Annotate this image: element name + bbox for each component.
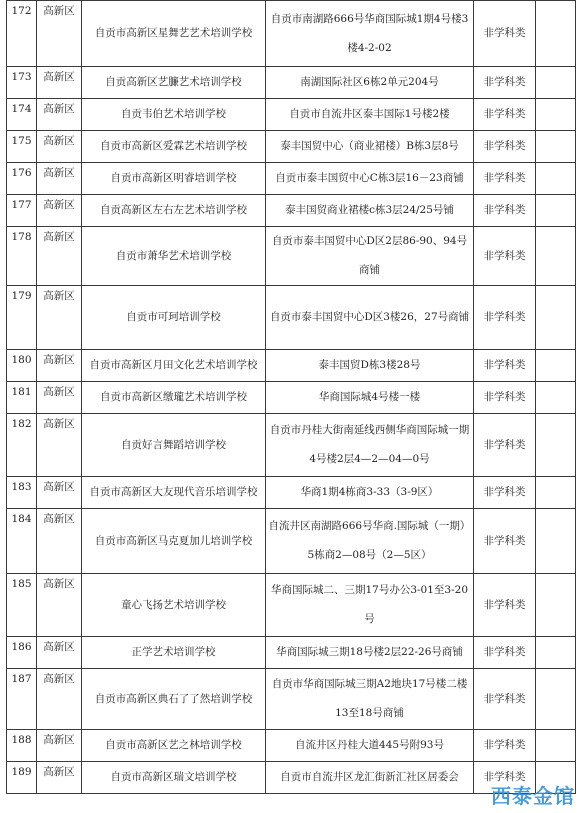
table-row xyxy=(7,227,576,286)
blank-cell xyxy=(536,350,576,382)
district-cell: 高新区 xyxy=(37,669,82,730)
address-cell: 自贡市华商国际城三期A2地块17号楼二楼13至18号商铺 xyxy=(266,669,474,730)
district-cell: 高新区 xyxy=(37,350,82,382)
table-row xyxy=(7,195,576,227)
table-row xyxy=(7,637,576,669)
category-cell: 非学科类 xyxy=(474,382,536,414)
row-number: 185 xyxy=(7,574,37,637)
address-cell: 泰丰国贸商业裙楼c栋3层24/25号铺 xyxy=(266,195,474,227)
district-cell: 高新区 xyxy=(37,286,82,350)
category-cell: 非学科类 xyxy=(474,477,536,509)
district-cell: 高新区 xyxy=(37,414,82,477)
school-name-cell: 自贡市萧华艺术培训学校 xyxy=(82,227,266,286)
table-row xyxy=(7,574,576,637)
district-cell: 高新区 xyxy=(37,574,82,637)
row-number: 179 xyxy=(7,286,37,350)
row-number: 172 xyxy=(7,1,37,67)
school-list-table xyxy=(6,0,576,794)
blank-cell xyxy=(536,730,576,762)
school-name-cell: 自贡市高新区马克夏加儿培训学校 xyxy=(82,509,266,574)
address-cell: 自贡市丹桂大街南延线西侧华商国际城一期4号楼2层4—2—04—0号 xyxy=(266,414,474,477)
district-cell: 高新区 xyxy=(37,99,82,131)
school-name-cell: 自贡市高新区典石了了然培训学校 xyxy=(82,669,266,730)
school-name-cell: 自贡高新区艺臁艺术培训学校 xyxy=(82,67,266,99)
school-name-cell: 自贡市高新区明睿培训学校 xyxy=(82,163,266,195)
blank-cell xyxy=(536,382,576,414)
table-row xyxy=(7,382,576,414)
row-number: 189 xyxy=(7,762,37,794)
blank-cell xyxy=(536,163,576,195)
blank-cell xyxy=(536,131,576,163)
watermark-logo: 西泰金馆 xyxy=(491,784,575,808)
row-number: 173 xyxy=(7,67,37,99)
category-cell: 非学科类 xyxy=(474,286,536,350)
address-cell: 南湖国际社区6栋2单元204号 xyxy=(266,67,474,99)
table-row xyxy=(7,477,576,509)
address-cell: 泰丰国贸中心（商业裙楼）B栋3层8号 xyxy=(266,131,474,163)
district-cell: 高新区 xyxy=(37,730,82,762)
address-cell: 自流井区南湖路666号华商.国际城（一期）5栋商2—08号（2—5区） xyxy=(266,509,474,574)
category-cell: 非学科类 xyxy=(474,574,536,637)
address-cell: 泰丰国贸D栋3楼28号 xyxy=(266,350,474,382)
row-number: 180 xyxy=(7,350,37,382)
table-row xyxy=(7,414,576,477)
district-cell: 高新区 xyxy=(37,1,82,67)
school-name-cell: 自贡市可珂培训学校 xyxy=(82,286,266,350)
table-row xyxy=(7,286,576,350)
category-cell: 非学科类 xyxy=(474,414,536,477)
blank-cell xyxy=(536,67,576,99)
school-name-cell: 自贡韦伯艺术培训学校 xyxy=(82,99,266,131)
row-number: 178 xyxy=(7,227,37,286)
category-cell: 非学科类 xyxy=(474,67,536,99)
blank-cell xyxy=(536,669,576,730)
address-cell: 华商国际城三期18号楼2层22-26号商铺 xyxy=(266,637,474,669)
school-name-cell: 自贡市高新区艺之林培训学校 xyxy=(82,730,266,762)
address-cell: 自流井区丹桂大道445号附93号 xyxy=(266,730,474,762)
blank-cell xyxy=(536,509,576,574)
blank-cell xyxy=(536,227,576,286)
address-cell: 自贡市泰丰国贸中心C栋3层16－23商铺 xyxy=(266,163,474,195)
category-cell: 非学科类 xyxy=(474,1,536,67)
table-row xyxy=(7,730,576,762)
row-number: 183 xyxy=(7,477,37,509)
row-number: 188 xyxy=(7,730,37,762)
district-cell: 高新区 xyxy=(37,382,82,414)
row-number: 187 xyxy=(7,669,37,730)
address-cell: 自贡市自流井区龙汇街新汇社区居委会 xyxy=(266,762,474,794)
school-name-cell: 自贡市高新区星舞艺艺术培训学校 xyxy=(82,1,266,67)
school-name-cell: 自贡市高新区大友现代音乐培训学校 xyxy=(82,477,266,509)
table-row xyxy=(7,99,576,131)
category-cell: 非学科类 xyxy=(474,227,536,286)
district-cell: 高新区 xyxy=(37,762,82,794)
district-cell: 高新区 xyxy=(37,67,82,99)
address-cell: 自贡市泰丰国贸中心D区2层86-90、94号商铺 xyxy=(266,227,474,286)
school-name-cell: 自贡市高新区缴瓏艺术培训学校 xyxy=(82,382,266,414)
blank-cell xyxy=(536,195,576,227)
school-name-cell: 自贡市高新区爱霖艺术培训学校 xyxy=(82,131,266,163)
school-name-cell: 自贡高新区左右左艺术培训学校 xyxy=(82,195,266,227)
table-row xyxy=(7,131,576,163)
district-cell: 高新区 xyxy=(37,227,82,286)
row-number: 184 xyxy=(7,509,37,574)
row-number: 175 xyxy=(7,131,37,163)
table-row xyxy=(7,1,576,67)
address-cell: 自贡市南湖路666号华商国际城1期4号楼3楼4-2-02 xyxy=(266,1,474,67)
table-row xyxy=(7,350,576,382)
school-name-cell: 自贡市高新区月田文化艺术培训学校 xyxy=(82,350,266,382)
district-cell: 高新区 xyxy=(37,637,82,669)
school-name-cell: 自贡好言舞蹈培训学校 xyxy=(82,414,266,477)
school-name-cell: 自贡市高新区瑞文培训学校 xyxy=(82,762,266,794)
blank-cell xyxy=(536,414,576,477)
table-row xyxy=(7,163,576,195)
row-number: 176 xyxy=(7,163,37,195)
row-number: 182 xyxy=(7,414,37,477)
category-cell: 非学科类 xyxy=(474,509,536,574)
table-row xyxy=(7,669,576,730)
district-cell: 高新区 xyxy=(37,477,82,509)
table-body xyxy=(7,1,576,794)
row-number: 177 xyxy=(7,195,37,227)
category-cell: 非学科类 xyxy=(474,195,536,227)
category-cell: 非学科类 xyxy=(474,637,536,669)
category-cell: 非学科类 xyxy=(474,350,536,382)
address-cell: 华商国际城二、三期17号办公3-01至3-20号 xyxy=(266,574,474,637)
blank-cell xyxy=(536,574,576,637)
district-cell: 高新区 xyxy=(37,131,82,163)
district-cell: 高新区 xyxy=(37,163,82,195)
row-number: 181 xyxy=(7,382,37,414)
row-number: 186 xyxy=(7,637,37,669)
category-cell: 非学科类 xyxy=(474,99,536,131)
address-cell: 自贡市泰丰国贸中心D区3楼26，27号商铺 xyxy=(266,286,474,350)
row-number: 174 xyxy=(7,99,37,131)
table-row xyxy=(7,67,576,99)
category-cell: 非学科类 xyxy=(474,762,536,794)
category-cell: 非学科类 xyxy=(474,730,536,762)
address-cell: 华商1期4栋商3-33（3-9区） xyxy=(266,477,474,509)
address-cell: 华商国际城4号楼一楼 xyxy=(266,382,474,414)
blank-cell xyxy=(536,286,576,350)
blank-cell xyxy=(536,1,576,67)
district-cell: 高新区 xyxy=(37,509,82,574)
school-name-cell: 正学艺术培训学校 xyxy=(82,637,266,669)
table-row xyxy=(7,509,576,574)
school-name-cell: 童心飞扬艺术培训学校 xyxy=(82,574,266,637)
blank-cell xyxy=(536,477,576,509)
category-cell: 非学科类 xyxy=(474,163,536,195)
address-cell: 自贡市自流井区泰丰国际1号楼2楼 xyxy=(266,99,474,131)
blank-cell xyxy=(536,99,576,131)
district-cell: 高新区 xyxy=(37,195,82,227)
category-cell: 非学科类 xyxy=(474,131,536,163)
category-cell: 非学科类 xyxy=(474,669,536,730)
blank-cell xyxy=(536,637,576,669)
